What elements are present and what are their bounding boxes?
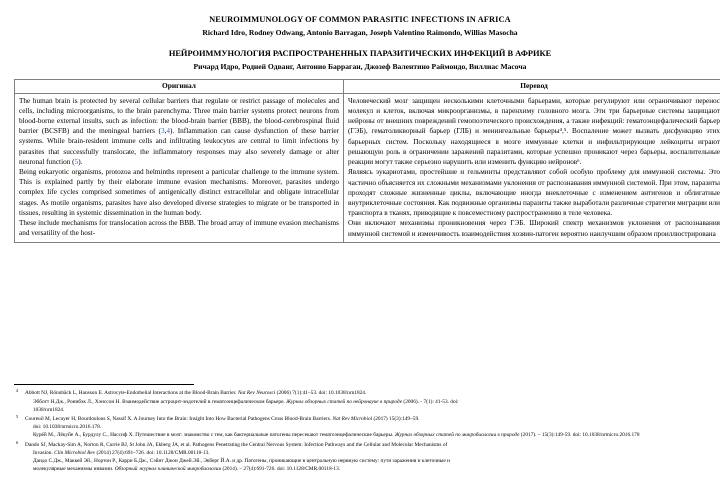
footnote-4-l1-tail: (2006) 7(1):41–53. doi: 10.1038/nrn1824. <box>275 390 367 397</box>
footnote-6-l4-journal: Обзорный журнал клинической микробиологии <box>114 466 222 473</box>
footnotes-section <box>14 384 706 475</box>
page-title-english: NEUROIMMUNOLOGY OF COMMON PARASITIC INFECTIONS IN AFRICA <box>209 15 511 24</box>
original-paragraph-1 <box>19 96 339 167</box>
footnote-6-l2-text: Invasion. <box>33 450 55 457</box>
footnote-6-l4-text: молекулярные механизмы инвазии. <box>33 466 115 473</box>
footnote-6-line-3: Дандо С.Дж., Маккей Эй., Нортон Р., Карри Б.Дж., Сэйнт Джон Джей.Эй., Экберг Й.А. и др. Патогены, проникающие в центральную нервную систему: пути заражения и клеточные и <box>33 458 450 465</box>
footnote-separator-rule <box>14 384 194 385</box>
citation-link-4[interactable]: 4 <box>166 127 170 136</box>
footnote-4-l1-journal: Nat Rev Neurosci <box>237 390 276 397</box>
translation-paragraph-1: Человеческий мозг защищен несколькими клеточными барьерами, которые регулируют или ограничивают перенос молекул и клеток, включая микроорганизмы, в паренхиму головного мозга. Эти три барьерные системы защищают нейроны от внешних повреждений гемопоэтического происхождения, а также инфекций: гематоэнцефалический барьер (ГЭБ), гематоликворный барьер (ГЛБ) и менингеальные барьеры⁴,⁵. Воспаление может вызвать дисфункцию этих барьерных систем. Поскольку находящиеся в мозге иммунные клетки и инфильтрирующие лейкоциты играют решающую роль в ограничении заражений паразитами, которые успешно проникают через барьеры, воспалительные реакции могут также серьезно нарушить или изменить функцию нейронов⁶. <box>348 96 720 167</box>
original-paragraph-3: These include mechanisms for translocation across the BBB. The broad array of immune evasion mechanisms and versatility of the host- <box>19 218 339 238</box>
footnote-marker-5: 5 <box>16 414 19 420</box>
original-paragraph-2: Being eukaryotic organisms, protozoa and helminths represent a particular challenge to the immune system. This is explained partly by their elaborate immune evasion mechanisms. Moreover, parasites undergo complex life cycles comprised sometimes of antigenically distinct extracellular and obligate intracellular stages. As motile organisms, parasites have also developed diverse strategies to migrate or be transported in tissues, resulting in systemic dissemination in the human body. <box>19 167 339 217</box>
citation-link-3[interactable]: 3 <box>160 127 165 136</box>
footnote-6-line-4 <box>25 465 706 473</box>
page-title-russian: НЕЙРОИММУНОЛОГИЯ РАСПРОСТРАНЕННЫХ ПАРАЗИТИЧЕСКИХ ИНФЕКЦИЙ В АФРИКЕ <box>168 48 552 58</box>
footnote-6-line-2 <box>25 449 706 457</box>
footnote-4-line-1 <box>25 389 706 397</box>
original-p1-part-c: ). <box>78 157 83 166</box>
footnote-5-l1-journal: Nat Rev Microbiol <box>332 416 373 423</box>
authors-russian: Ричард Идро, Родней Одванг, Антонио Барраган, Джозеф Валентино Раймондо, Виллиас Масоча <box>193 61 527 71</box>
footnote-5-line-3 <box>25 431 706 439</box>
translation-text-body <box>348 96 720 239</box>
footnote-marker-6: 6 <box>16 440 19 446</box>
table-header-row <box>15 80 720 94</box>
cell-translation-text <box>344 93 720 242</box>
authors-english: Richard Idro, Rodney Odwang, Antonio Barragan, Joseph Valentino Raimondo, Willias Masocha <box>202 28 518 38</box>
footnote-5-line-1 <box>25 415 706 423</box>
original-p1-part-a: The human brain is protected by several cellular barriers that regulate or restrict passage of molecules and cells, including microorganisms, to the brain parenchyma. Three main barrier systems protect neurons from blood-borne external insults, such as infection: the blood-brain barrier (BBB), the blood-cerebrospinal fluid barrier (BCSFB) and the meningeal barriers ( <box>19 96 339 136</box>
footnote-4-l2-tail: (2006). - 7(1): 41-53. doi: <box>402 398 459 405</box>
footnote-6-l2-journal: Clin Microbiol Rev <box>54 450 96 457</box>
footnote-6 <box>14 441 706 473</box>
citation-link-5[interactable]: 5 <box>74 157 79 166</box>
table-row <box>15 93 720 242</box>
footnote-4-l1-text: Abbott NJ, Rönnbäck L, Hansson E. Astrocyte-Endothelial Interactions at the Blood-Brain Barrier. <box>25 390 238 397</box>
footnote-6-line-1: Dando SJ, Mackay-Sim A, Norton R, Currie BJ, St John JA, Ekberg JA, et al. Pathogens Penetrating the Central Nervous System: Infection Pathways and the Cellular and Molecular Mechanisms of <box>25 442 448 449</box>
translation-table <box>14 79 720 243</box>
cell-original-text <box>15 93 344 242</box>
translation-paragraph-3: Они включают механизмы проникновения через ГЭБ. Широкий спектр механизмов уклонения от распознавания иммунной системой и изменчивость взаимодействия хозяин-патоген вероятно наилучшим образом проиллюстрирована <box>348 219 720 238</box>
original-p1-comma: , <box>164 127 167 136</box>
footnote-4-l2-journal: Журнал обзорных статей по нейронауке в природе <box>286 398 403 405</box>
footnote-4 <box>14 389 706 413</box>
translation-paragraph-2: Являясь эукариотами, простейшие и гельминты представляют собой особую проблему для иммунной системы. Это частично объясняется их сложными механизмами уклонения от распознавания иммунной системой. При этом, паразиты проходят сложные жизненные циклы, включающие иногда внеклеточные с изменением антигенов и облигатные внутриклеточные состояния. Как подвижные организмы паразиты также выработали различные стратегии миграции или транспорта в тканях, приводящие к повсеместному распространению в теле человека. <box>348 168 720 218</box>
original-text-body <box>19 96 339 238</box>
footnote-6-l4-tail: (2014). – 27(4):691-726. doi: 10.1128/CMR.00118-13. <box>221 466 341 473</box>
footnote-5-line-2: doi: 10.1038/nrmicro.2016.178. <box>33 424 102 431</box>
title-block <box>14 14 706 72</box>
footnote-5-l3-journal: Журнал обзорных статей по микробиологии в природе <box>394 432 520 439</box>
footnote-5 <box>14 415 706 439</box>
footnote-5-l3-text: Курёй М., Лёкуйе А., Бурдулу С., Нассиф Х. Путешествие в мозг: знакомство с тем, как бактериальные патогены пересекают гематоэнцефалические барьеры. <box>33 432 395 439</box>
original-p1-part-b: ). Inflammation can cause dysfunction of these barrier systems. While brain-resident immune cells and infiltrating leukocytes are central to limit infections by parasites that successfully translocate, the inflammatory responses may also severely damage or alter neuronal function ( <box>19 127 339 166</box>
footnote-5-l1-text: Coureuil M, Lecuyer H, Bourdoulous S, Nassif X. A Journey Into the Brain: Insight Into How Bacterial Pathogens Cross Blood-Brain Barriers. <box>25 416 333 423</box>
column-header-translation: Перевод <box>344 80 720 94</box>
footnote-5-l3-tail: (2017). – 15(3):149-59. doi: 10.1038/nrmicro.2016.178 <box>519 432 640 439</box>
footnote-marker-4: 4 <box>16 388 19 394</box>
footnote-4-line-3: 1038/nrn1824. <box>33 406 65 413</box>
footnote-5-l1-tail: (2017) 15(3):149–59. <box>372 416 420 423</box>
footnote-4-line-2 <box>25 398 706 406</box>
column-header-original: Оригинал <box>15 80 344 94</box>
footnote-4-l2-text: Эбботт Н.Дж., Роннбэк Л., Хэнссон Н. Взаимодействие астроцит-эндотелий в гематоэнцефалическом барьере. <box>33 398 287 405</box>
footnote-6-l2-tail: (2014) 27(4):691–726. doi: 10.1128/CMR.00118-13. <box>95 450 210 457</box>
